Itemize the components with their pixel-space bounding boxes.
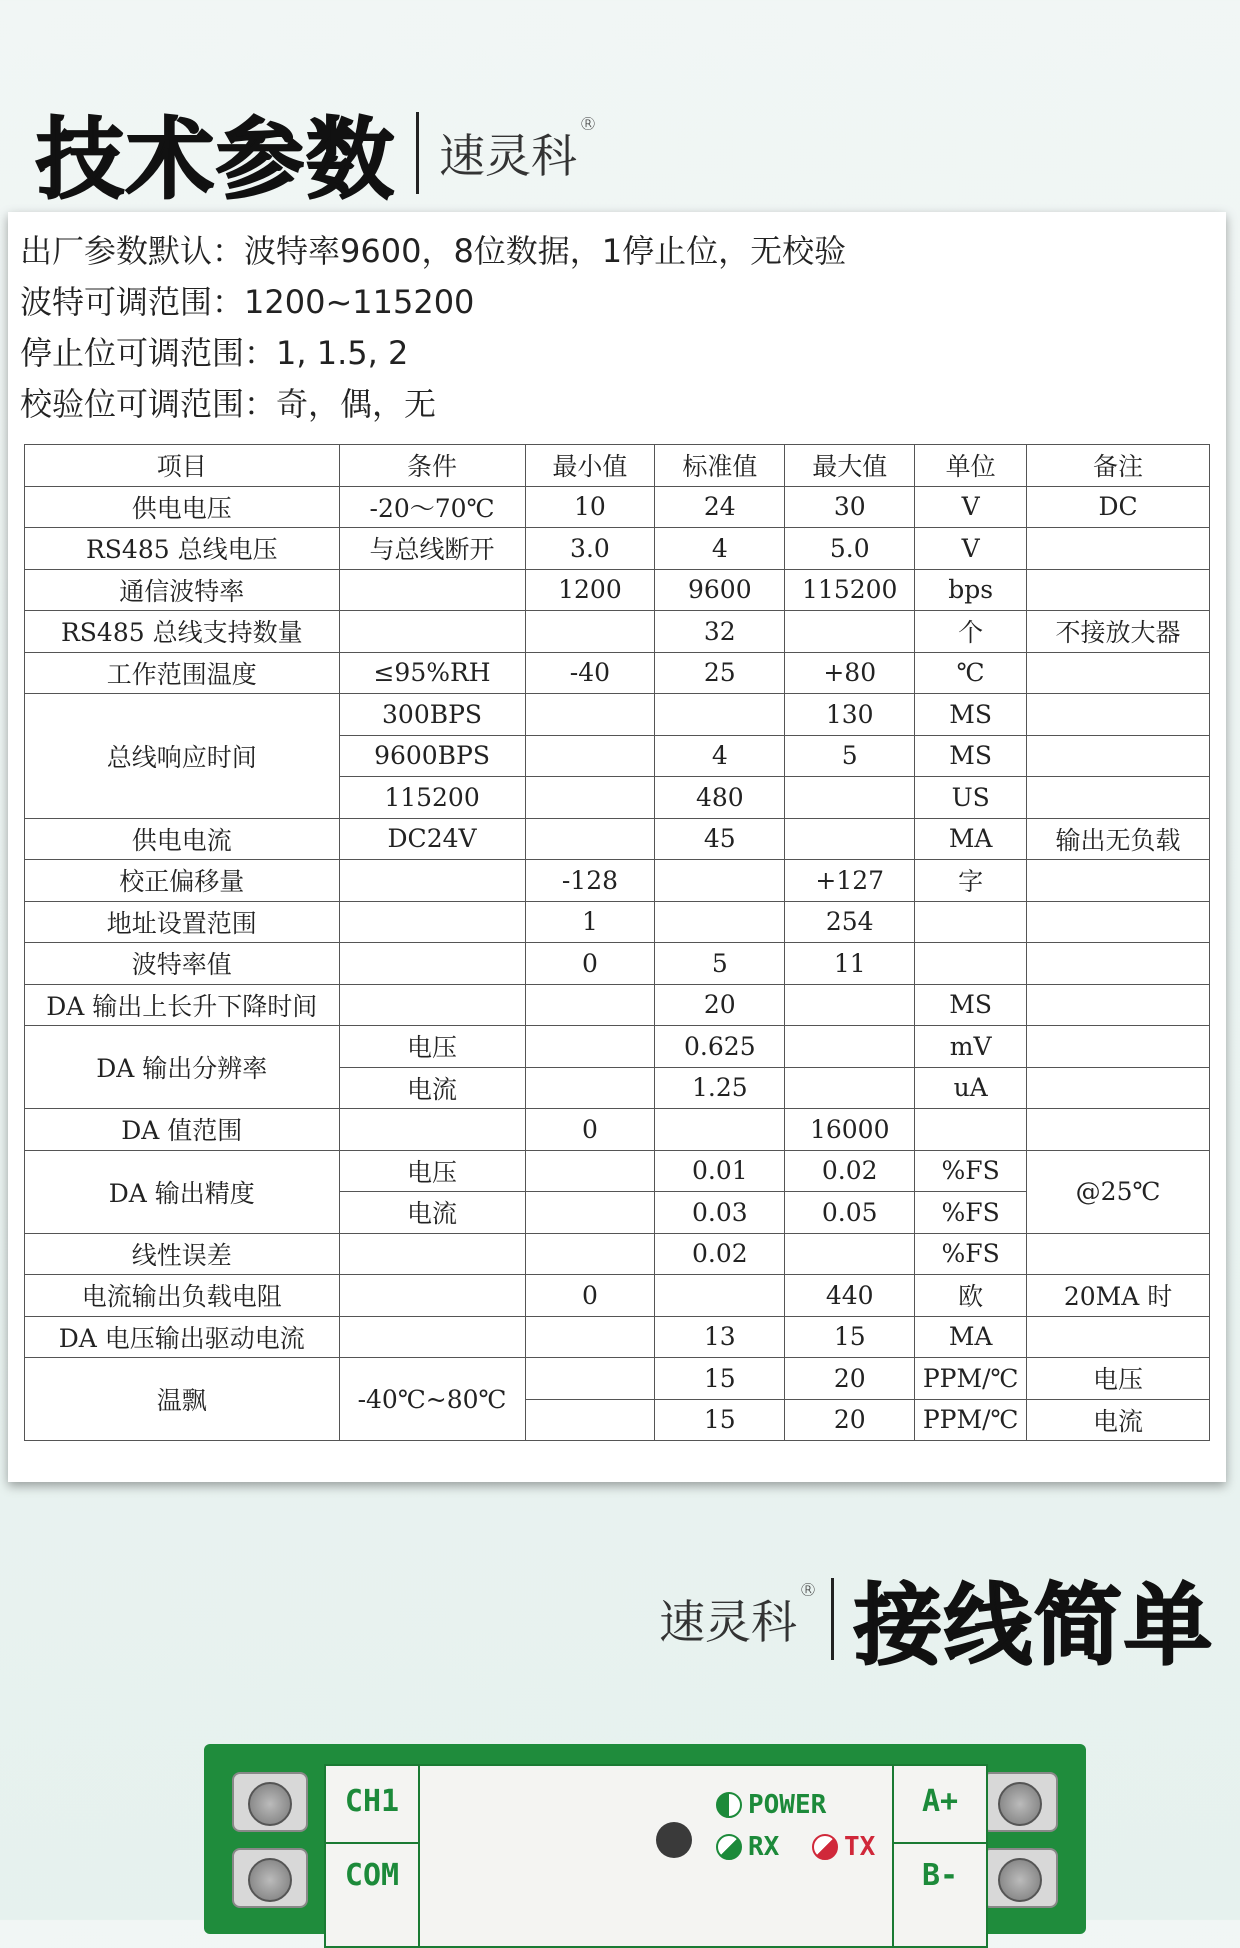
table-cell: DA 电压输出驱动电流	[25, 1316, 340, 1358]
table-cell: 1200	[525, 569, 655, 611]
table-cell: 13	[655, 1316, 785, 1358]
default-line: 波特可调范围：1200~115200	[20, 283, 475, 321]
table-cell: 与总线断开	[339, 528, 525, 570]
table-cell: DA 输出上长升下降时间	[25, 984, 340, 1026]
table-row	[25, 611, 1210, 653]
registered-mark: ®	[579, 114, 598, 135]
terminal-label: CH1	[344, 1784, 400, 1819]
table-cell: RS485 总线电压	[25, 528, 340, 570]
table-cell: 0	[525, 1275, 655, 1317]
table-cell	[1027, 1026, 1210, 1068]
table-cell	[655, 860, 785, 902]
table-cell	[655, 694, 785, 736]
reset-hole	[656, 1822, 692, 1858]
terminal-label: B-	[921, 1858, 959, 1893]
table-cell: 电压	[339, 1026, 525, 1068]
table-cell: US	[915, 777, 1027, 819]
table-cell: MA	[915, 1316, 1027, 1358]
table-cell	[339, 984, 525, 1026]
table-cell	[1027, 860, 1210, 902]
table-cell: +127	[785, 860, 915, 902]
table-cell: 输出无负载	[1027, 818, 1210, 860]
table-cell: PPM/℃	[915, 1358, 1027, 1400]
table-row	[25, 652, 1210, 694]
table-cell: 15	[785, 1316, 915, 1358]
device-face	[324, 1764, 988, 1948]
screw-terminal	[982, 1772, 1058, 1832]
table-cell	[1027, 569, 1210, 611]
table-cell: -40	[525, 652, 655, 694]
table-cell	[1027, 652, 1210, 694]
title-divider	[416, 112, 419, 194]
brand-name: 速灵科 ®	[439, 114, 598, 183]
rx-led: RX	[716, 1832, 779, 1862]
table-cell: 20	[785, 1399, 915, 1441]
table-row	[25, 1275, 1210, 1317]
table-cell: +80	[785, 652, 915, 694]
table-cell: 0	[525, 943, 655, 985]
section-title-row	[659, 1556, 1214, 1682]
table-cell: 0.02	[655, 1233, 785, 1275]
table-cell: 总线响应时间	[25, 694, 340, 819]
table-cell: -20～70℃	[339, 486, 525, 528]
screw-terminal	[982, 1848, 1058, 1908]
table-cell	[525, 984, 655, 1026]
table-cell	[525, 611, 655, 653]
default-line: 停止位可调范围：1, 1.5, 2	[20, 334, 409, 372]
table-cell: %FS	[915, 1150, 1027, 1192]
table-cell: DC24V	[339, 818, 525, 860]
wiring-title: 接线简单	[853, 1574, 1214, 1677]
table-header-row	[25, 445, 1210, 487]
table-row	[25, 569, 1210, 611]
table-cell	[1027, 777, 1210, 819]
table-cell	[339, 901, 525, 943]
table-cell	[915, 943, 1027, 985]
table-cell: 供电电流	[25, 818, 340, 860]
header-cell: 项目	[25, 445, 340, 487]
table-cell: 电流输出负载电阻	[25, 1275, 340, 1317]
table-cell: DC	[1027, 486, 1210, 528]
table-cell: DA 值范围	[25, 1109, 340, 1151]
table-cell: 0.05	[785, 1192, 915, 1234]
table-cell	[785, 818, 915, 860]
table-cell: bps	[915, 569, 1027, 611]
table-cell: 30	[785, 486, 915, 528]
table-cell: 工作范围温度	[25, 652, 340, 694]
table-cell	[915, 1109, 1027, 1151]
table-cell: 254	[785, 901, 915, 943]
table-cell: mV	[915, 1026, 1027, 1068]
table-cell	[1027, 901, 1210, 943]
table-cell: 5	[655, 943, 785, 985]
table-cell	[1027, 1109, 1210, 1151]
table-cell	[655, 901, 785, 943]
screw-terminal	[232, 1848, 308, 1908]
spec-title: 技术参数	[36, 108, 397, 211]
section-title-row	[36, 90, 598, 216]
tx-led: TX	[812, 1832, 875, 1862]
table-cell	[339, 1233, 525, 1275]
label-divider	[894, 1842, 986, 1844]
table-cell: 欧	[915, 1275, 1027, 1317]
power-led: POWER	[716, 1790, 826, 1820]
table-cell	[339, 1275, 525, 1317]
table-cell: 11	[785, 943, 915, 985]
brand-name: 速灵科 ®	[658, 1580, 817, 1649]
table-cell: 地址设置范围	[25, 901, 340, 943]
table-cell: 0.01	[655, 1150, 785, 1192]
table-cell: 1	[525, 901, 655, 943]
table-cell	[339, 1316, 525, 1358]
table-cell	[525, 1026, 655, 1068]
table-cell: 校正偏移量	[25, 860, 340, 902]
table-cell: 115200	[339, 777, 525, 819]
table-cell	[525, 1067, 655, 1109]
table-cell: 0.625	[655, 1026, 785, 1068]
title-divider	[831, 1578, 834, 1660]
table-cell: ℃	[915, 652, 1027, 694]
header-cell: 单位	[915, 445, 1027, 487]
table-row	[25, 528, 1210, 570]
table-cell	[525, 1150, 655, 1192]
table-cell: 15	[655, 1358, 785, 1400]
table-cell: 1.25	[655, 1067, 785, 1109]
terminal-label: COM	[344, 1858, 400, 1893]
table-row	[25, 694, 1210, 736]
table-row	[25, 818, 1210, 860]
table-cell: -128	[525, 860, 655, 902]
default-line: 校验位可调范围：奇，偶，无	[20, 385, 437, 423]
right-label-column	[892, 1766, 986, 1946]
table-cell	[1027, 1233, 1210, 1275]
table-cell: 10	[525, 486, 655, 528]
table-cell: 4	[655, 735, 785, 777]
table-cell: DA 输出精度	[25, 1150, 340, 1233]
table-cell	[525, 1399, 655, 1441]
table-row	[25, 984, 1210, 1026]
table-cell	[1027, 943, 1210, 985]
default-line: 出厂参数默认：波特率9600，8位数据，1停止位，无校验	[20, 232, 847, 270]
left-label-column	[326, 1766, 420, 1946]
table-cell: 不接放大器	[1027, 611, 1210, 653]
device-module	[204, 1744, 1086, 1934]
table-cell: @25℃	[1027, 1150, 1210, 1233]
table-cell	[1027, 984, 1210, 1026]
table-cell: 24	[655, 486, 785, 528]
table-cell	[525, 1192, 655, 1234]
table-cell: 波特率值	[25, 943, 340, 985]
table-row	[25, 486, 1210, 528]
table-cell	[339, 1109, 525, 1151]
table-cell	[785, 1067, 915, 1109]
table-cell: 5	[785, 735, 915, 777]
screw-terminal	[232, 1772, 308, 1832]
table-cell: V	[915, 486, 1027, 528]
table-cell: MA	[915, 818, 1027, 860]
table-cell: 电流	[339, 1067, 525, 1109]
table-cell: 0	[525, 1109, 655, 1151]
table-cell	[655, 1275, 785, 1317]
table-row	[25, 943, 1210, 985]
table-cell: 4	[655, 528, 785, 570]
header-cell: 备注	[1027, 445, 1210, 487]
table-cell	[785, 984, 915, 1026]
table-cell: 20	[785, 1358, 915, 1400]
table-cell: 5.0	[785, 528, 915, 570]
table-cell: %FS	[915, 1233, 1027, 1275]
table-cell: %FS	[915, 1192, 1027, 1234]
table-cell	[339, 611, 525, 653]
table-row	[25, 1150, 1210, 1192]
table-cell	[1027, 694, 1210, 736]
label-divider	[326, 1842, 418, 1844]
table-cell: 0.03	[655, 1192, 785, 1234]
terminal-label: A+	[921, 1784, 959, 1819]
table-cell	[1027, 1316, 1210, 1358]
header-cell: 最大值	[785, 445, 915, 487]
header-cell: 标准值	[655, 445, 785, 487]
table-cell: 3.0	[525, 528, 655, 570]
table-cell: PPM/℃	[915, 1399, 1027, 1441]
table-cell: 20MA 时	[1027, 1275, 1210, 1317]
registered-mark: ®	[798, 1580, 817, 1601]
table-cell	[785, 777, 915, 819]
table-cell: 45	[655, 818, 785, 860]
table-cell: ≤95%RH	[339, 652, 525, 694]
table-cell: 电流	[339, 1192, 525, 1234]
spec-table	[24, 444, 1210, 1441]
table-cell: 9600BPS	[339, 735, 525, 777]
table-cell: 32	[655, 611, 785, 653]
table-row	[25, 1316, 1210, 1358]
table-cell	[339, 569, 525, 611]
table-cell: uA	[915, 1067, 1027, 1109]
table-cell: -40℃~80℃	[339, 1358, 525, 1441]
table-cell	[785, 1026, 915, 1068]
table-row	[25, 1233, 1210, 1275]
header-cell: 最小值	[525, 445, 655, 487]
default-settings	[20, 226, 846, 430]
table-cell: 15	[655, 1399, 785, 1441]
led-dot-icon	[716, 1792, 742, 1818]
table-cell	[339, 943, 525, 985]
table-row	[25, 860, 1210, 902]
table-cell	[1027, 1067, 1210, 1109]
led-dot-icon	[812, 1834, 838, 1860]
table-cell: 480	[655, 777, 785, 819]
table-cell: 115200	[785, 569, 915, 611]
table-cell: MS	[915, 984, 1027, 1026]
table-cell	[525, 777, 655, 819]
table-cell: 线性误差	[25, 1233, 340, 1275]
table-cell: 16000	[785, 1109, 915, 1151]
table-row	[25, 1109, 1210, 1151]
table-cell	[1027, 528, 1210, 570]
table-cell: 9600	[655, 569, 785, 611]
table-cell: 通信波特率	[25, 569, 340, 611]
table-cell: 个	[915, 611, 1027, 653]
table-cell	[785, 611, 915, 653]
table-cell: MS	[915, 694, 1027, 736]
table-cell: 0.02	[785, 1150, 915, 1192]
header-cell: 条件	[339, 445, 525, 487]
table-cell: 25	[655, 652, 785, 694]
table-cell: MS	[915, 735, 1027, 777]
table-cell: RS485 总线支持数量	[25, 611, 340, 653]
table-cell: 字	[915, 860, 1027, 902]
table-cell: 电流	[1027, 1399, 1210, 1441]
table-cell: 440	[785, 1275, 915, 1317]
table-cell	[525, 735, 655, 777]
table-cell: 20	[655, 984, 785, 1026]
table-cell	[525, 694, 655, 736]
table-cell: 温飘	[25, 1358, 340, 1441]
led-dot-icon	[716, 1834, 742, 1860]
table-cell: 电压	[1027, 1358, 1210, 1400]
table-cell	[525, 1358, 655, 1400]
table-cell	[525, 1233, 655, 1275]
spec-card	[8, 212, 1226, 1482]
table-cell	[339, 860, 525, 902]
table-row	[25, 1358, 1210, 1400]
table-cell	[785, 1233, 915, 1275]
table-cell	[655, 1109, 785, 1151]
table-cell	[525, 1316, 655, 1358]
table-cell	[525, 818, 655, 860]
table-cell: 供电电压	[25, 486, 340, 528]
table-row	[25, 1026, 1210, 1068]
table-cell: DA 输出分辨率	[25, 1026, 340, 1109]
table-cell: 300BPS	[339, 694, 525, 736]
table-cell: 电压	[339, 1150, 525, 1192]
table-cell	[1027, 735, 1210, 777]
table-row	[25, 901, 1210, 943]
table-cell	[915, 901, 1027, 943]
table-cell: V	[915, 528, 1027, 570]
table-cell: 130	[785, 694, 915, 736]
